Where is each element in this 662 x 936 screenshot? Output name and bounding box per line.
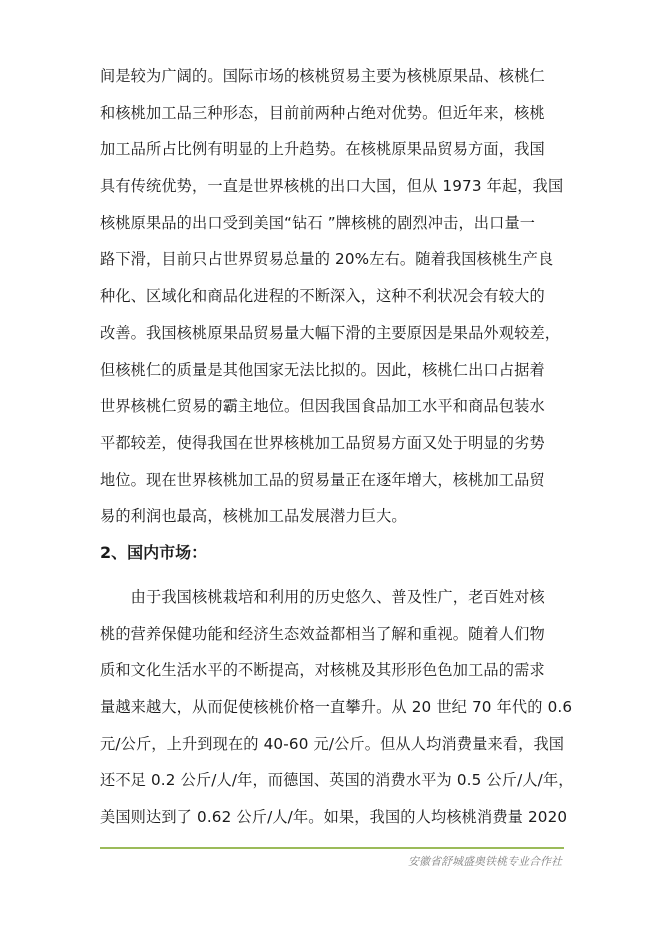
paragraph-line: 平都较差，使得我国在世界核桃加工品贸易方面又处于明显的劣势 bbox=[100, 433, 545, 452]
paragraph-line: 路下滑，目前只占世界贸易总量的 20%左右。随着我国核桃生产良 bbox=[100, 250, 554, 269]
paragraph-line: 间是较为广阔的。国际市场的核桃贸易主要为核桃原果品、核桃仁 bbox=[100, 67, 545, 85]
paragraph-line: 核桃原果品的出口受到美国“钻石 ”牌核桃的剧烈冲击，出口量一 bbox=[100, 213, 536, 232]
footer-divider bbox=[100, 847, 564, 849]
paragraph-line: 还不足 0.2 公斤/人/年，而德国、英国的消费水平为 0.5 公斤/人/年， bbox=[100, 771, 574, 790]
paragraph-line: 量越来越大，从而促使核桃价格一直攀升。从 20 世纪 70 年代的 0.6 bbox=[100, 698, 573, 717]
paragraph-line: 由于我国核桃栽培和利用的历史悠久、普及性广，老百姓对核 bbox=[100, 588, 545, 606]
paragraph-line: 元/公斤，上升到现在的 40-60 元/公斤。但从人均消费量来看，我国 bbox=[100, 734, 565, 753]
paragraph-line: 具有传统优势，一直是世界核桃的出口大国，但从 1973 年起，我国 bbox=[100, 177, 564, 196]
paragraph-line: 世界核桃仁贸易的霸主地位。但因我国食品加工水平和商品包装水 bbox=[100, 397, 545, 416]
paragraph-line: 桃的营养保健功能和经济生态效益都相当了解和重视。随着人们物 bbox=[100, 624, 545, 643]
paragraph-line: 改善。我国核桃原果品贸易量大幅下滑的主要原因是果品外观较差， bbox=[100, 323, 561, 342]
paragraph-international-market bbox=[100, 58, 570, 535]
paragraph-line: 美国则达到了 0.62 公斤/人/年。如果，我国的人均核桃消费量 2020 bbox=[100, 808, 568, 827]
paragraph-domestic-market bbox=[100, 579, 574, 836]
paragraph-line: 易的利润也最高，核桃加工品发展潜力巨大。 bbox=[100, 507, 407, 526]
paragraph-line: 质和文化生活水平的不断提高，对核桃及其形形色色加工品的需求 bbox=[100, 661, 545, 680]
paragraph-line: 地位。现在世界核桃加工品的贸易量正在逐年增大，核桃加工品贸 bbox=[100, 470, 545, 489]
footer-organization: 安徽省舒城盛奥铁桃专业合作社 bbox=[408, 855, 562, 868]
paragraph-line: 和核桃加工品三种形态，目前前两种占绝对优势。但近年来，核桃 bbox=[100, 103, 545, 122]
paragraph-line: 加工品所占比例有明显的上升趋势。在核桃原果品贸易方面，我国 bbox=[100, 140, 545, 159]
paragraph-line: 种化、区域化和商品化进程的不断深入，这种不利状况会有较大的 bbox=[100, 287, 545, 306]
paragraph-line: 但核桃仁的质量是其他国家无法比拟的。因此，核桃仁出口占据着 bbox=[100, 360, 545, 379]
section-heading-domestic-market: 2、国内市场： bbox=[100, 543, 208, 562]
